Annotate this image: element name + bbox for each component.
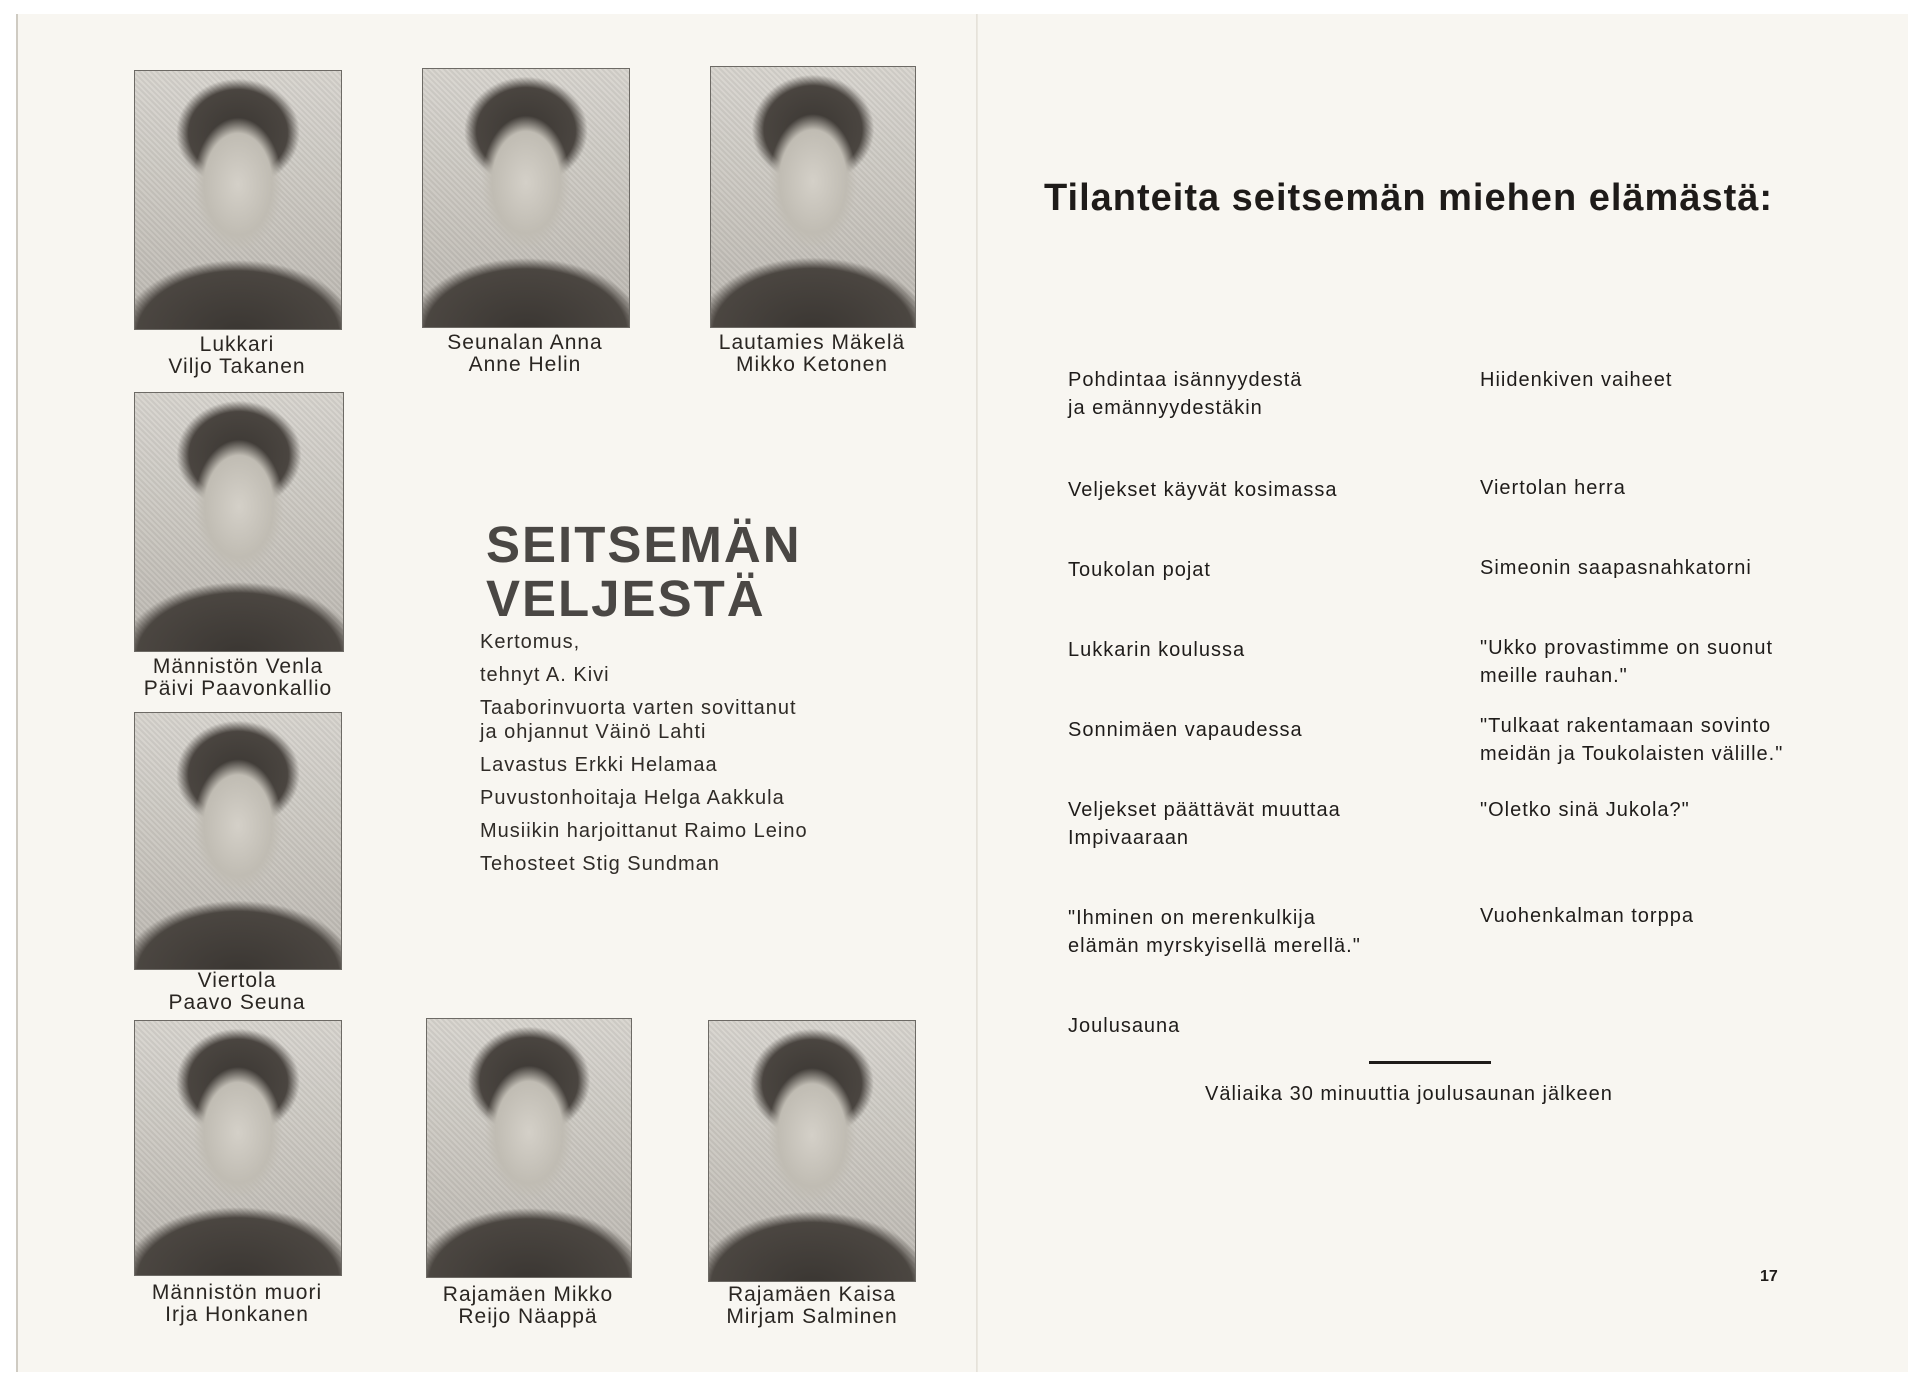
page-number: 17 (1760, 1268, 1778, 1285)
credit-line: Puvustonhoitaja Helga Aakkula (480, 787, 785, 809)
cast-role: Männistön Venla (152, 655, 324, 678)
cast-actor: Reijo Näappä (458, 1305, 598, 1328)
scene-item: Sonnimäen vapaudessa (1068, 719, 1303, 741)
cast-actor: Mirjam Salminen (726, 1305, 898, 1328)
cast-caption (692, 332, 932, 376)
portrait-photo (134, 712, 342, 970)
scene-item: Toukolan pojat (1068, 559, 1211, 581)
cast-role: Rajamäen Kaisa (727, 1283, 897, 1306)
credit-line: Musiikin harjoittanut Raimo Leino (480, 820, 808, 842)
portrait-photo (708, 1020, 916, 1282)
credits-block (480, 630, 880, 885)
portrait-photo (134, 1020, 342, 1276)
portrait-photo (134, 70, 342, 330)
scene-item: Hiidenkiven vaiheet (1480, 369, 1673, 391)
credit-line: Lavastus Erkki Helamaa (480, 754, 718, 776)
scene-item: Pohdintaa isännyydestä ja emännyydestäkin (1068, 369, 1303, 419)
cast-caption (694, 1284, 930, 1328)
cast-caption (124, 334, 350, 378)
portrait-photo (134, 392, 344, 652)
credit-line: Taaborinvuorta varten sovittanut ja ohjannut Väinö Lahti (480, 697, 797, 743)
scene-item: Simeonin saapasnahkatorni (1480, 557, 1752, 579)
scene-item: Lukkarin koulussa (1068, 639, 1246, 661)
cast-role: Lukkari (199, 333, 275, 356)
scene-item: Vuohenkalman torppa (1480, 905, 1694, 927)
play-title-line: SEITSEMÄN (486, 516, 802, 573)
cast-actor: Viljo Takanen (168, 355, 306, 378)
cast-caption (124, 970, 350, 1014)
scene-item: Veljekset käyvät kosimassa (1068, 479, 1338, 501)
cast-role: Rajamäen Mikko (442, 1283, 614, 1306)
cast-actor: Anne Helin (468, 353, 582, 376)
cast-role: Männistön muori (151, 1281, 323, 1304)
portrait-photo (710, 66, 916, 328)
cast-role: Viertola (197, 969, 277, 992)
cast-caption (412, 332, 638, 376)
cast-actor: Paavo Seuna (168, 991, 306, 1014)
scene-item: "Tulkaat rakentamaan sovinto meidän ja Toukolaisten välille." (1480, 715, 1784, 765)
credit-line: tehnyt A. Kivi (480, 664, 610, 686)
portrait-photo (426, 1018, 632, 1278)
cast-role: Lautamies Mäkelä (718, 331, 906, 354)
portrait-photo (422, 68, 630, 328)
scene-item: "Oletko sinä Jukola?" (1480, 799, 1690, 821)
cast-actor: Mikko Ketonen (736, 353, 888, 376)
cast-role: Seunalan Anna (447, 331, 603, 354)
cast-actor: Irja Honkanen (165, 1303, 309, 1326)
cast-caption (124, 656, 352, 700)
credit-line: Kertomus, (480, 631, 581, 653)
scene-item: "Ukko provastimme on suonut meille rauhan." (1480, 637, 1774, 687)
intermission-note: Väliaika 30 minuuttia joulusaunan jälkeen (1205, 1083, 1613, 1105)
cast-actor: Päivi Paavonkallio (143, 677, 333, 700)
credit-line: Tehosteet Stig Sundman (480, 853, 720, 875)
scene-item: Joulusauna (1068, 1015, 1181, 1037)
cast-caption (124, 1282, 350, 1326)
play-title (486, 518, 802, 626)
scene-item: Veljekset päättävät muuttaa Impivaaraan (1068, 799, 1341, 849)
page-heading: Tilanteita seitsemän miehen elämästä: (1044, 177, 1774, 219)
play-title-line: VELJESTÄ (486, 570, 766, 627)
cast-caption (418, 1284, 638, 1328)
divider-rule (1369, 1061, 1491, 1064)
scene-item: "Ihminen on merenkulkija elämän myrskyisellä merellä." (1068, 907, 1361, 957)
scene-item: Viertolan herra (1480, 477, 1626, 499)
